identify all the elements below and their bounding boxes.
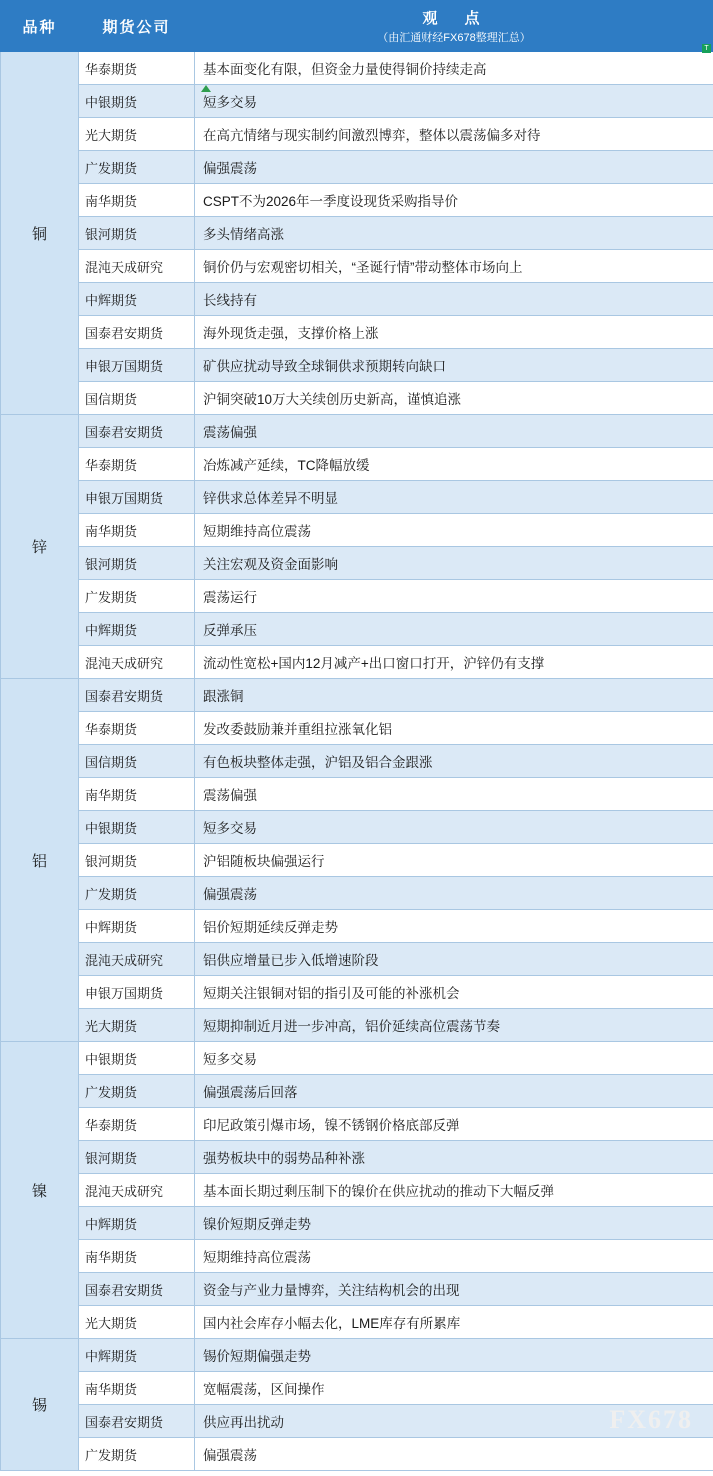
- table-row: [1, 547, 713, 580]
- view-cell: CSPT不为2026年一季度设现货采购指导价: [195, 184, 713, 217]
- view-cell: 供应再出扰动: [195, 1405, 713, 1438]
- firm-cell: 国泰君安期货: [79, 679, 195, 712]
- view-cell: 偏强震荡: [195, 877, 713, 910]
- firm-cell: 广发期货: [79, 580, 195, 613]
- view-cell: 资金与产业力量博弈，关注结构机会的出现: [195, 1273, 713, 1306]
- table-row: [1, 1339, 713, 1372]
- header-view-title: 观 点: [422, 10, 486, 27]
- view-cell: 长线持有: [195, 283, 713, 316]
- table-header: [1, 1, 713, 52]
- table-row: [1, 1042, 713, 1075]
- table-row: [1, 85, 713, 118]
- kind-cell: 镍: [1, 1042, 79, 1339]
- view-cell: 偏强震荡: [195, 151, 713, 184]
- view-cell: 矿供应扰动导致全球铜供求预期转向缺口: [195, 349, 713, 382]
- table-row: [1, 514, 713, 547]
- firm-cell: 国信期货: [79, 745, 195, 778]
- view-cell: 沪铜突破10万大关续创历史新高，谨慎追涨: [195, 382, 713, 415]
- firm-cell: 光大期货: [79, 1009, 195, 1042]
- view-cell: 国内社会库存小幅去化，LME库存有所累库: [195, 1306, 713, 1339]
- view-cell: 短期关注银铜对铝的指引及可能的补涨机会: [195, 976, 713, 1009]
- table-row: [1, 844, 713, 877]
- view-cell: 关注宏观及资金面影响: [195, 547, 713, 580]
- firm-cell: 银河期货: [79, 1141, 195, 1174]
- firm-cell: 国信期货: [79, 382, 195, 415]
- firm-cell: 中辉期货: [79, 910, 195, 943]
- view-cell: 强势板块中的弱势品种补涨: [195, 1141, 713, 1174]
- view-cell: 短期维持高位震荡: [195, 514, 713, 547]
- table-row: [1, 910, 713, 943]
- table-row: [1, 1108, 713, 1141]
- view-cell: 海外现货走强，支撑价格上涨: [195, 316, 713, 349]
- kind-cell: 铜: [1, 52, 79, 415]
- firm-cell: 混沌天成研究: [79, 1174, 195, 1207]
- view-cell: 铝供应增量已步入低增速阶段: [195, 943, 713, 976]
- view-cell: 发改委鼓励兼并重组拉涨氧化铝: [195, 712, 713, 745]
- view-cell: 镍价短期反弹走势: [195, 1207, 713, 1240]
- view-cell: 沪铝随板块偏强运行: [195, 844, 713, 877]
- firm-cell: 国泰君安期货: [79, 1405, 195, 1438]
- view-cell: 震荡偏强: [195, 778, 713, 811]
- firm-cell: 中银期货: [79, 811, 195, 844]
- table-row: [1, 811, 713, 844]
- table-row: [1, 1273, 713, 1306]
- view-cell: 震荡偏强: [195, 415, 713, 448]
- corner-marker-icon: T: [702, 44, 711, 53]
- view-cell: 震荡运行: [195, 580, 713, 613]
- view-cell: 流动性宽松+国内12月减产+出口窗口打开，沪锌仍有支撑: [195, 646, 713, 679]
- table-row: [1, 712, 713, 745]
- kind-cell: 锌: [1, 415, 79, 679]
- table-row: [1, 217, 713, 250]
- firm-cell: 华泰期货: [79, 1108, 195, 1141]
- header-row: [1, 1, 713, 52]
- view-cell: 短多交易: [195, 811, 713, 844]
- kind-cell: 铝: [1, 679, 79, 1042]
- view-cell: 跟涨铜: [195, 679, 713, 712]
- table-row: [1, 1306, 713, 1339]
- table-row: [1, 250, 713, 283]
- view-cell: 短多交易: [195, 85, 713, 118]
- table-row: [1, 778, 713, 811]
- firm-cell: 南华期货: [79, 184, 195, 217]
- view-cell: 短期维持高位震荡: [195, 1240, 713, 1273]
- kind-cell: 锡: [1, 1339, 79, 1471]
- header-view: [195, 1, 713, 52]
- firm-cell: 国泰君安期货: [79, 1273, 195, 1306]
- firm-cell: 中辉期货: [79, 283, 195, 316]
- header-firm: 期货公司: [79, 1, 195, 52]
- firm-cell: 申银万国期货: [79, 976, 195, 1009]
- firm-cell: 银河期货: [79, 844, 195, 877]
- firm-cell: 中辉期货: [79, 1339, 195, 1372]
- view-cell: 有色板块整体走强，沪铝及铝合金跟涨: [195, 745, 713, 778]
- table-row: [1, 184, 713, 217]
- firm-cell: 国泰君安期货: [79, 415, 195, 448]
- firm-cell: 华泰期货: [79, 52, 195, 85]
- table-row: [1, 1075, 713, 1108]
- view-cell: 多头情绪高涨: [195, 217, 713, 250]
- firm-cell: 南华期货: [79, 514, 195, 547]
- table-row: [1, 1174, 713, 1207]
- view-cell: 基本面长期过剩压制下的镍价在供应扰动的推动下大幅反弹: [195, 1174, 713, 1207]
- view-cell: 在高亢情绪与现实制约间激烈博弈，整体以震荡偏多对待: [195, 118, 713, 151]
- view-cell: 印尼政策引爆市场，镍不锈钢价格底部反弹: [195, 1108, 713, 1141]
- table-row: [1, 1207, 713, 1240]
- table-row: [1, 1141, 713, 1174]
- table-row: [1, 1405, 713, 1438]
- view-cell: 锌供求总体差异不明显: [195, 481, 713, 514]
- view-cell: 冶炼减产延续，TC降幅放缓: [195, 448, 713, 481]
- table-row: [1, 745, 713, 778]
- firm-cell: 南华期货: [79, 1372, 195, 1405]
- view-cell: 偏强震荡后回落: [195, 1075, 713, 1108]
- firm-cell: 银河期货: [79, 547, 195, 580]
- firm-cell: 广发期货: [79, 1075, 195, 1108]
- view-cell: 宽幅震荡，区间操作: [195, 1372, 713, 1405]
- table-row: [1, 382, 713, 415]
- firm-cell: 混沌天成研究: [79, 646, 195, 679]
- table-row: [1, 151, 713, 184]
- table-row: [1, 943, 713, 976]
- firm-cell: 南华期货: [79, 1240, 195, 1273]
- firm-cell: 银河期货: [79, 217, 195, 250]
- table-row: [1, 976, 713, 1009]
- table-row: [1, 877, 713, 910]
- view-cell: 铝价短期延续反弹走势: [195, 910, 713, 943]
- table-row: [1, 481, 713, 514]
- firm-cell: 光大期货: [79, 1306, 195, 1339]
- watermark-text: FX678: [609, 1405, 693, 1434]
- firm-cell: 中银期货: [79, 85, 195, 118]
- view-cell: 锡价短期偏强走势: [195, 1339, 713, 1372]
- firm-cell: 光大期货: [79, 118, 195, 151]
- firm-cell: 混沌天成研究: [79, 250, 195, 283]
- firm-cell: 广发期货: [79, 1438, 195, 1471]
- table-row: [1, 283, 713, 316]
- table-body: [1, 52, 713, 1471]
- table-row: [1, 349, 713, 382]
- firm-cell: 中银期货: [79, 1042, 195, 1075]
- firm-cell: 国泰君安期货: [79, 316, 195, 349]
- firm-cell: 中辉期货: [79, 1207, 195, 1240]
- table-row: [1, 316, 713, 349]
- table-row: [1, 1372, 713, 1405]
- table-row: [1, 1009, 713, 1042]
- table-row: [1, 415, 713, 448]
- table-row: [1, 52, 713, 85]
- view-cell: 短多交易: [195, 1042, 713, 1075]
- view-cell: 短期抑制近月进一步冲高，铝价延续高位震荡节奏: [195, 1009, 713, 1042]
- table-row: [1, 679, 713, 712]
- view-cell: 铜价仍与宏观密切相关，“圣诞行情”带动整体市场向上: [195, 250, 713, 283]
- header-view-subtitle: （由汇通财经FX678整理汇总）: [377, 32, 531, 44]
- view-cell: 偏强震荡: [195, 1438, 713, 1471]
- table-row: [1, 1240, 713, 1273]
- table-row: [1, 646, 713, 679]
- firm-cell: 申银万国期货: [79, 481, 195, 514]
- header-kind: 品种: [1, 1, 79, 52]
- table-row: [1, 1438, 713, 1471]
- firm-cell: 中辉期货: [79, 613, 195, 646]
- table-row: [1, 118, 713, 151]
- firm-cell: 华泰期货: [79, 448, 195, 481]
- firm-cell: 申银万国期货: [79, 349, 195, 382]
- firm-cell: 广发期货: [79, 877, 195, 910]
- view-cell: 反弹承压: [195, 613, 713, 646]
- table-row: [1, 448, 713, 481]
- firm-cell: 混沌天成研究: [79, 943, 195, 976]
- triangle-marker-icon: [201, 85, 211, 92]
- view-cell: 基本面变化有限，但资金力量使得铜价持续走高: [195, 52, 713, 85]
- firm-cell: 华泰期货: [79, 712, 195, 745]
- table-row: [1, 580, 713, 613]
- table-row: [1, 613, 713, 646]
- firm-cell: 广发期货: [79, 151, 195, 184]
- firm-cell: 南华期货: [79, 778, 195, 811]
